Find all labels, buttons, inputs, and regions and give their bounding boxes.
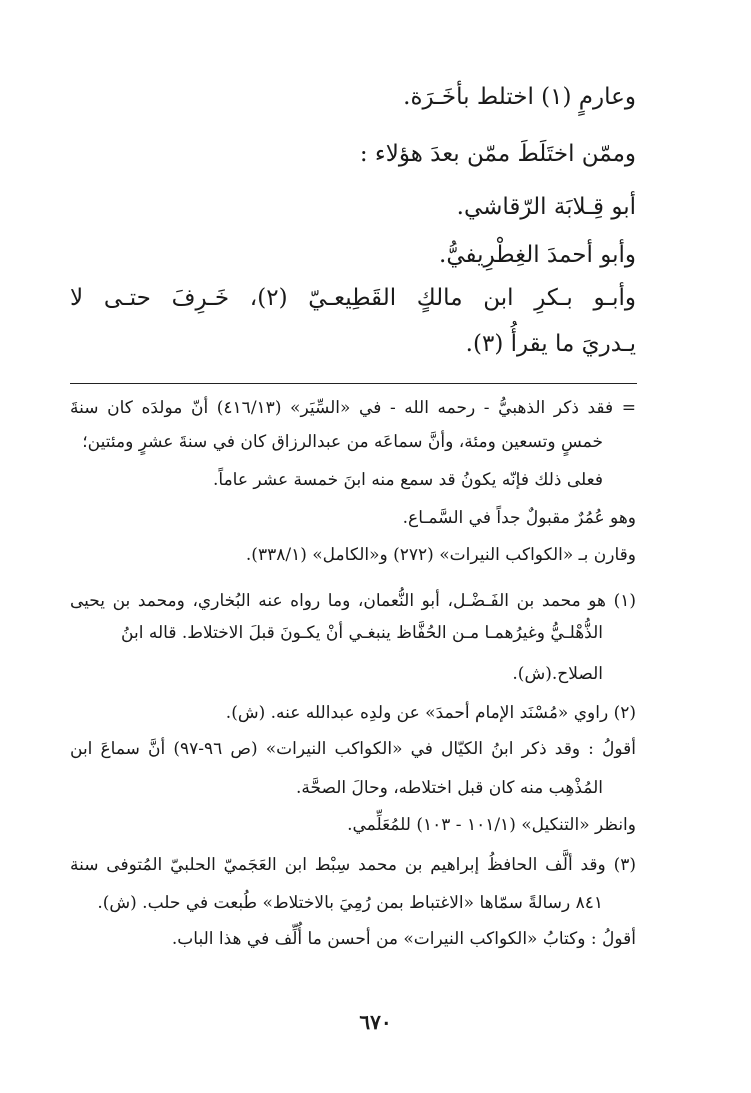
footnote-continuation-line-4: وهو عُمُرٌ مقبولٌ جداً في السَّمـاع. xyxy=(402,508,636,528)
footnote-continuation-line-5: وقارن بـ «الكواكب النيرات» (٢٧٢) و«الكامل» (٣٣٨/١). xyxy=(245,545,636,565)
footnote-2-line-2: أقولُ : وقد ذكر ابنُ الكيّال في «الكواكب النيرات» (ص ٩٦-٩٧) أنَّ سماعَ ابن xyxy=(70,739,636,759)
footnote-1-line-2: الذُّهْلـيُّ وغيرُهمـا مـن الحُفَّاظ ينبغـي أنْ يكـونَ قبلَ الاختلاط. قاله ابنُ xyxy=(121,623,603,643)
footnote-divider xyxy=(70,383,637,384)
footnote-2-line-3: المُذْهِب منه كان قبل اختلاطه، وحالَ الصحَّة. xyxy=(296,778,603,798)
page-number: ٦٧٠ xyxy=(359,1010,392,1034)
footnote-3-line-2: ٨٤١ رسالةً سمّاها «الاغتباط بمن رُمِيَ بالاختلاط» طُبعت في حلب. (ش). xyxy=(97,893,603,913)
footnote-1-line-3: الصلاح.(ش). xyxy=(512,664,603,684)
footnote-2-line-4: وانظر «التنكيل» (١٠١/١ - ١٠٣) للمُعَلِّمي. xyxy=(347,815,636,835)
footnote-1-line-1: (١) هو محمد بن الفَـضْـل، أبو النُّعمان، وما رواه عنه البُخاري، ومحمد بن يحيى xyxy=(70,591,636,611)
footnote-continuation-line-3: فعلى ذلك فإنّه يكونُ قد سمع منه ابنَ خمسة عشر عاماً. xyxy=(212,470,603,490)
main-text-line-2: وممّن اختَلَطَ ممّن بعدَ هؤلاء : xyxy=(359,141,636,167)
main-text-line-1: وعارمٍ (١) اختلط بأخَـرَة. xyxy=(403,84,636,110)
footnote-2-line-1: (٢) راوي «مُسْنَد الإمام أحمدَ» عن ولدِه عبدالله عنه. (ش). xyxy=(225,703,636,723)
main-text-line-4: وأبو أحمدَ الغِطْرِيفيُّ. xyxy=(439,242,636,268)
footnote-3-line-3: أقولُ : وكتابُ «الكواكب النيرات» من أحسن ما أُلِّف في هذا الباب. xyxy=(171,929,636,949)
main-text-line-3: أبو قِـلابَة الرّقاشي. xyxy=(456,194,636,220)
footnote-3-line-1: (٣) وقد ألَّف الحافظُ إبراهيم بن محمد سِبْط ابن العَجَميّ الحلبيّ المُتوفى سنة xyxy=(70,855,636,875)
footnote-continuation-line-2: خمسٍ وتسعين ومئة، وأنَّ سماعَه من عبدالرزاق كان في سنةَ عشرٍ ومئتين؛ xyxy=(82,432,603,452)
main-text-line-5: وأبـو بـكرِ ابن مالكٍ القَطِيعـيّ (٢)، خَـرِفَ حتـى لا xyxy=(70,285,636,311)
main-text-line-6: يـدريَ ما يقرأُ (٣). xyxy=(465,331,636,357)
footnote-continuation-line-1: = فقد ذكر الذهبيُّ - رحمه الله - في «السِّيَر» (٤١٦/١٣) أنّ مولدَه كان سنةَ xyxy=(70,398,636,418)
